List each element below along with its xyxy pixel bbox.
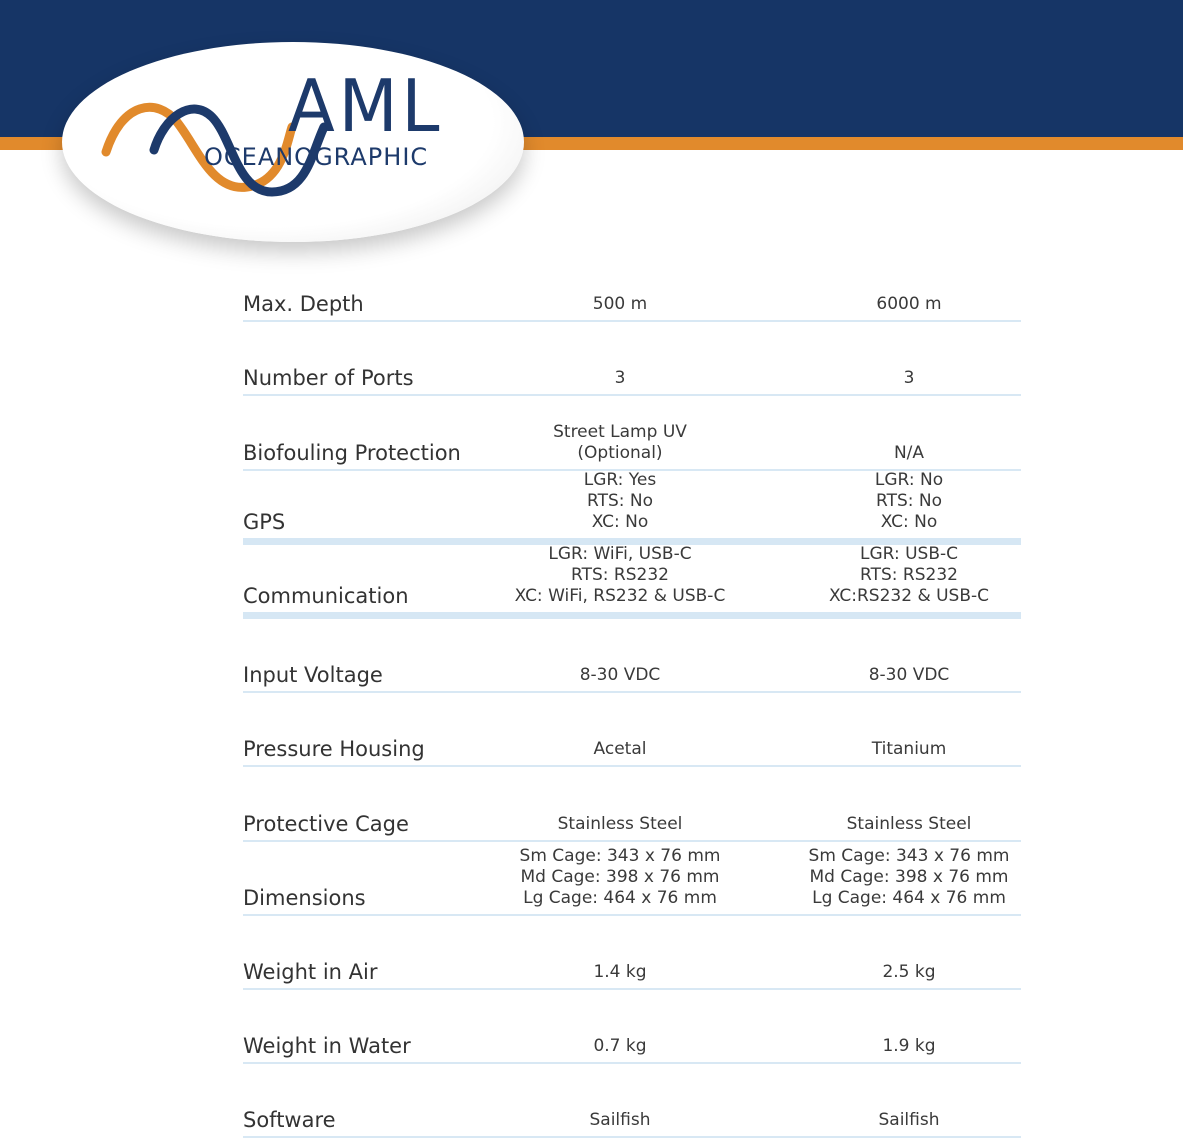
spec-value-col1: 3 xyxy=(614,368,626,389)
spec-label: Weight in Air xyxy=(243,959,378,984)
spec-value-col2: 1.9 kg xyxy=(882,1036,936,1057)
spec-value-col2: LGR: USB-C RTS: RS232 XC:RS232 & USB-C xyxy=(828,543,990,606)
spec-value-col1: Sailfish xyxy=(589,1110,651,1131)
spec-row-weight-in-water xyxy=(243,990,1021,1064)
spec-value-col1: 8-30 VDC xyxy=(579,665,661,686)
spec-row-communication xyxy=(243,545,1021,619)
spec-label: Protective Cage xyxy=(243,811,409,836)
spec-row-max-depth xyxy=(243,248,1021,322)
spec-row-pressure-housing xyxy=(243,693,1021,767)
spec-label: Weight in Water xyxy=(243,1034,411,1059)
spec-row-input-voltage xyxy=(243,619,1021,693)
spec-value-col2: N/A xyxy=(893,442,925,463)
spec-value-col2: 8-30 VDC xyxy=(868,665,950,686)
spec-label: Max. Depth xyxy=(243,292,364,317)
spec-value-col1: Street Lamp UV (Optional) xyxy=(553,421,687,463)
spec-value-col2: Sailfish xyxy=(878,1110,940,1131)
spec-label: Communication xyxy=(243,583,409,608)
spec-row-protective-cage xyxy=(243,767,1021,841)
spec-value-col2: Titanium xyxy=(871,739,947,760)
spec-label: GPS xyxy=(243,509,286,534)
spec-value-col1: Sm Cage: 343 x 76 mm Md Cage: 398 x 76 mm Lg Cage: 464 x 76 mm xyxy=(519,845,721,908)
spec-value-col1: 1.4 kg xyxy=(593,961,647,982)
spec-value-col2: 2.5 kg xyxy=(882,961,936,982)
spec-value-col2: Sm Cage: 343 x 76 mm Md Cage: 398 x 76 mm Lg Cage: 464 x 76 mm xyxy=(808,845,1010,908)
spec-row-number-of-ports xyxy=(243,322,1021,396)
spec-value-col2: 6000 m xyxy=(876,294,942,315)
spec-row-dimensions xyxy=(243,842,1021,916)
spec-label: Pressure Housing xyxy=(243,737,425,762)
spec-value-col1: Acetal xyxy=(593,739,647,760)
spec-value-col1: 0.7 kg xyxy=(593,1036,647,1057)
brand-name-oceanographic: OCEANOGRAPHIC xyxy=(204,143,429,171)
spec-value-col2: 3 xyxy=(903,368,915,389)
spec-row-weight-in-air xyxy=(243,916,1021,990)
spec-value-col1: 500 m xyxy=(592,294,648,315)
spec-label: Input Voltage xyxy=(243,663,383,688)
spec-label: Dimensions xyxy=(243,885,366,910)
spec-row-gps xyxy=(243,471,1021,545)
spec-row-software xyxy=(243,1064,1021,1138)
spec-value-col1: LGR: Yes RTS: No XC: No xyxy=(583,469,657,532)
spec-label: Biofouling Protection xyxy=(243,440,461,465)
spec-row-biofouling-protection xyxy=(243,396,1021,470)
spec-value-col2: LGR: No RTS: No XC: No xyxy=(874,469,944,532)
spec-value-col1: Stainless Steel xyxy=(557,813,683,834)
spec-label: Number of Ports xyxy=(243,366,414,391)
brand-logo xyxy=(62,42,524,242)
brand-name-aml: AML xyxy=(288,64,444,148)
spec-table xyxy=(243,248,1021,1138)
spec-value-col1: LGR: WiFi, USB-C RTS: RS232 XC: WiFi, RS232 & USB-C xyxy=(514,543,726,606)
spec-label: Software xyxy=(243,1108,336,1133)
spec-value-col2: Stainless Steel xyxy=(846,813,972,834)
